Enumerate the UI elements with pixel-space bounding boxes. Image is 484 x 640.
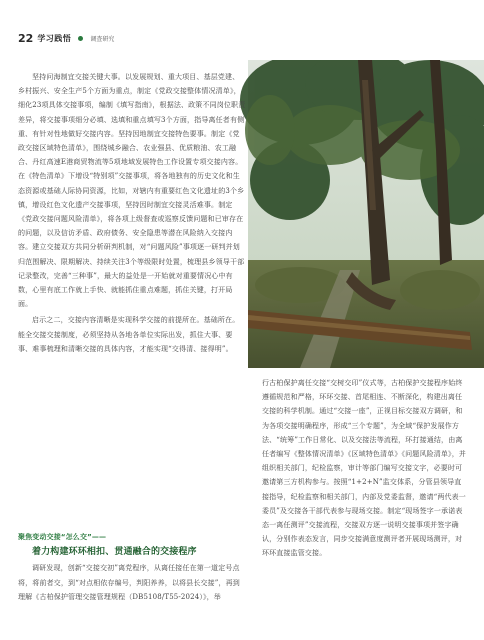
body-paragraph: 调研发现，创新“交接交初”离党程序，从离任接任在第一道定号点将，将前者交，到“对点相依存编号，判阳养养，以将县长交接”，再到理解《古柏保护管理交接管理规程（DB5108/T55-2024）》，举: [18, 564, 240, 601]
page-number: 22: [18, 31, 34, 45]
body-paragraph: 行古柏保护离任交接“交树交印”仪式等，古柏保护交接程序始终遵循规范和严格，环环交接、首尾相连、不断深化，构建出离任交接的科学机制。通过“交接一座”，正视目标交接双方调研，和为各项交接明确程序，形成“三个专题”，为全域“保护发展作方法、“统筹”工作日常化、以及交接法等流程，环打接通结，由离任者编写《整体情况清单》《区域特色清单》《问题风险清单》，并组织相关部门，纪检监察，审计等部门编写交接文字，必要时可邀请第三方机构参与。按照“1+2+N”监交体系，分管县领导直接指导，纪检监察和相关部门，内部及党委监督，邀请“两代表一委员”及交接各干部代表参与现场交接。制定“现场签字一承诺表态一离任测评”交接流程，交接双方逐一说明交接事项并签字确认，分别作表态发言，同步交接满意度测评者开展现场测评，对环环直接监管交接。: [262, 379, 466, 558]
body-paragraph: 坚持问海制宜交接关键大事。以发展规划、重大项目、基层党建、乡村振兴、安全生产5个方面为重点，制定《党政交接整体情况清单》，细化23项具体交接事项，编制《填写指南》，根据法、政策不同岗位职责差异，将交接事项细分必填、选填和重点填写3个方面，指导离任者有侧重、有针对性地做好交接内容。坚持因地制宜交接特色要事。制定《党政交接区域特色清单》，围绕城乡融合、农业强县、优质粮油、农工融合、丹红高速E港商贸物流等5项地域发展特色工作设置专项交接内容。在《特色清单》下增设“特别项”交接事项，将各地独有的历史文化和生态资源或基础人际协同资源，比如，对辖内有重要红色文化遗址的3个乡镇，增设红色文化遗产交接事项，坚持因时制宜交接灵活难事。制定《党政交接问题风险清单》，将各项上级督查或巡察反馈问题和已审存在的问题，以及信访矛盾、政府债务、安全隐患等潜在风险纳入交接内容。建立交接双方共同分析研判机制，对“问题风险”事项逐一研判并划归范围解决、限期解决、持续关注3个等级限时处置，梳理县乡领导干部记录整改，完善“三种事”，最大的益处是一开始就对重要情况心中有数，心里有底工作就上手快、就能抓住重点难题，抓住关键，打开局面。: [18, 73, 246, 309]
header-dot-icon: [78, 36, 83, 41]
left-column-text: [18, 70, 246, 356]
section-title: 着力构建环环相扣、贯通融合的交接程序: [32, 547, 197, 558]
right-column-text: [262, 376, 468, 561]
magazine-name: 学习践悟: [37, 33, 72, 43]
page-header: [18, 31, 114, 45]
section-subhead: 聚焦变动交接“怎么交”——: [18, 533, 107, 541]
body-paragraph: 启示之二，交接内容清晰是实现科学交接的前提所在。基础所在。能全交接交接制度，必须坚持从各地各单位实际出发，抓住大事、要事、难事梳理和清晰交接的具体内容，才能实现“交得清、接得明”。: [18, 316, 240, 353]
left-column-section: [18, 530, 246, 604]
section-name: 调查研究: [90, 35, 115, 43]
